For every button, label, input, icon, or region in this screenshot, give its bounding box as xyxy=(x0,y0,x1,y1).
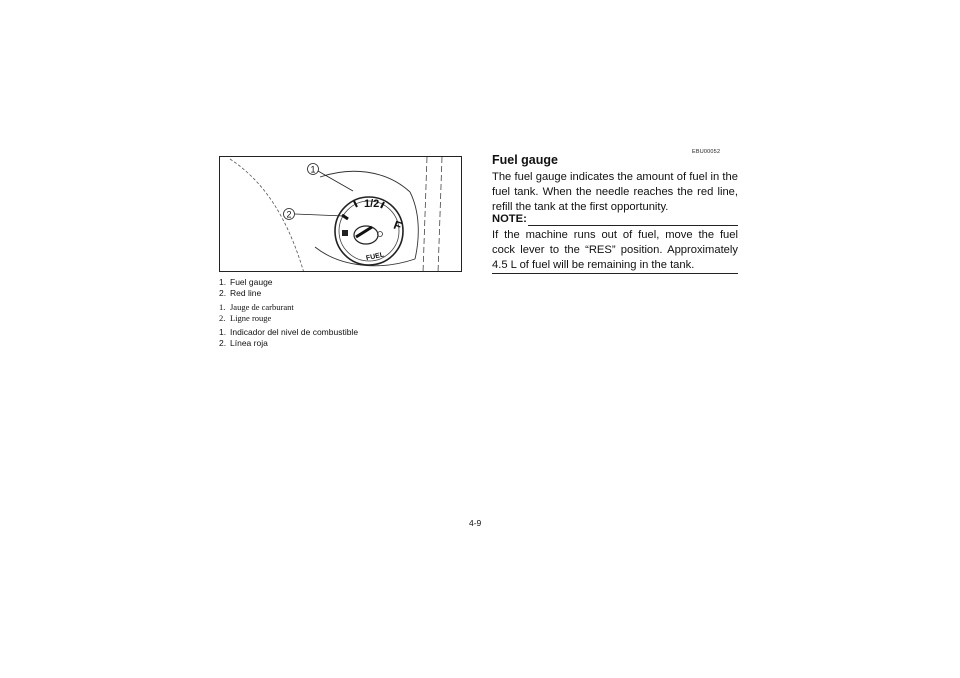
section-code: EBU00052 xyxy=(692,149,721,155)
caption-line: 2. Línea roja xyxy=(219,338,268,348)
callout-1-label: 1 xyxy=(310,164,316,175)
note-end-rule xyxy=(492,273,738,274)
fuel-gauge-figure xyxy=(219,156,462,272)
caption-group-french xyxy=(219,302,464,324)
note-text: If the machine runs out of fuel, move the fuel cock lever to the “RES” position. Approximately 4.5 L of fuel will be remaining in the tank. xyxy=(492,229,738,271)
figure-captions xyxy=(219,277,464,352)
caption-group-spanish xyxy=(219,327,464,349)
note-rule xyxy=(528,225,738,226)
note-header xyxy=(492,213,738,227)
note-label: NOTE: xyxy=(492,213,527,225)
caption-line: 2. Red line xyxy=(219,288,262,298)
caption-line: 2. Ligne rouge xyxy=(219,313,272,323)
fuel-pump-icon xyxy=(342,230,348,236)
gauge-half-mark: 1/2 xyxy=(364,198,380,210)
callout-2-label: 2 xyxy=(286,209,292,220)
caption-group-english xyxy=(219,277,464,299)
caption-line: 1. Indicador del nivel de combustible xyxy=(219,327,359,337)
fuel-gauge-illustration xyxy=(220,157,462,272)
page-number: 4-9 xyxy=(469,518,482,528)
caption-line: 1. Jauge de carburant xyxy=(219,302,294,312)
caption-line: 1. Fuel gauge xyxy=(219,277,273,287)
gauge-full-mark: F xyxy=(391,217,404,234)
section-body: The fuel gauge indicates the amount of fuel in the fuel tank. When the needle reaches the red line, refill the tank at the first opportunity. xyxy=(492,171,738,213)
section-heading: Fuel gauge xyxy=(492,153,558,167)
gauge-fuel-label: FUEL xyxy=(365,251,385,263)
